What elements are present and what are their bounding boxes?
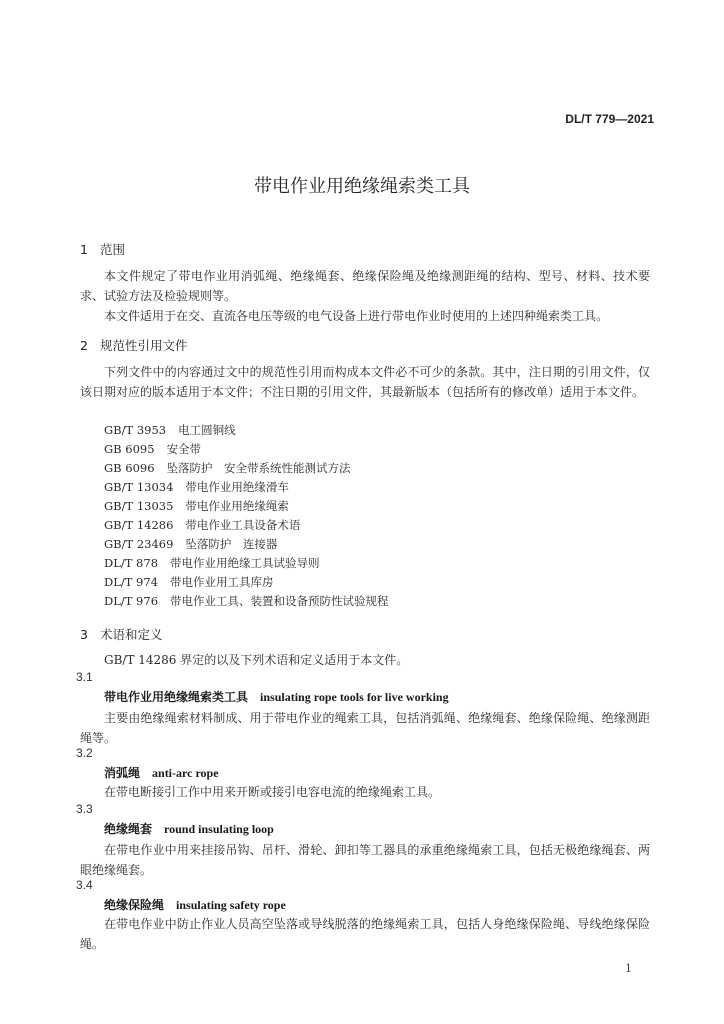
reference-item: [104, 593, 389, 609]
term-english: insulating safety rope: [176, 898, 286, 912]
clause-number: 3.1: [76, 670, 93, 684]
reference-code: GB/T 14286: [104, 518, 174, 532]
term-definition: 在带电作业中用来挂接吊钩、吊杆、滑轮、卸扣等工器具的承重绝缘绳索工具，包括无极绝缘绳套、两眼绝缘绳套。: [80, 843, 650, 877]
reference-title: 带电作业工具设备术语: [185, 518, 301, 532]
section-number: 2: [80, 338, 88, 353]
term-definition: 在带电断接引工作中用来开断或接引电容电流的绝缘绳索工具。: [104, 785, 441, 799]
reference-code: DL/T 976: [104, 594, 159, 608]
reference-title: 坠落防护 连接器: [185, 537, 278, 551]
term-chinese: 带电作业用绝缘绳索类工具: [104, 690, 249, 704]
reference-item: [104, 498, 289, 514]
reference-item: [104, 422, 236, 438]
reference-code: DL/T 974: [104, 575, 159, 589]
term-definition: 主要由绝缘绳索材料制成、用于带电作业的绳索工具，包括消弧绳、绝缘绳套、绝缘保险绳、绝缘测距绳等。: [80, 711, 650, 745]
term-definition: 在带电作业中防止作业人员高空坠落或导线脱落的绝缘绳索工具，包括人身绝缘保险绳、导线绝缘保险绳。: [80, 917, 650, 951]
clause-number: 3.2: [76, 746, 93, 760]
reference-item: [104, 460, 351, 476]
reference-title: 安全带: [166, 442, 202, 456]
page-number: 1: [625, 962, 632, 975]
reference-title: 坠落防护 安全带系统性能测试方法: [166, 461, 351, 475]
section-number: 3: [80, 627, 88, 642]
section-heading-scope: [80, 240, 125, 258]
reference-title: 电工圆铜线: [178, 423, 236, 437]
term-entry: [104, 820, 274, 837]
term-entry: [104, 688, 449, 705]
reference-code: GB 6096: [104, 461, 155, 475]
standard-number: DL/T 779—2021: [565, 112, 654, 126]
section-heading-normative-references: [80, 336, 188, 354]
term-english: anti-arc rope: [152, 766, 219, 780]
clause-number: 3.4: [76, 878, 93, 892]
reference-code: GB/T 23469: [104, 537, 174, 551]
reference-title: 带电作业用绝缘绳索: [185, 499, 289, 513]
paragraph: 本文件规定了带电作业用消弧绳、绝缘绳套、绝缘保险绳及绝缘测距绳的结构、型号、材料、技术要求、试验方法及检验规则等。: [80, 269, 650, 303]
reference-title: 带电作业工具、装置和设备预防性试验规程: [170, 594, 389, 608]
term-english: round insulating loop: [164, 822, 274, 836]
term-entry: [104, 764, 219, 781]
reference-title: 带电作业用绝缘工具试验导则: [170, 556, 320, 570]
paragraph: 下列文件中的内容通过文中的规范性引用而构成本文件必不可少的条款。其中，注日期的引用文件，仅该日期对应的版本适用于本文件；不注日期的引用文件，其最新版本（包括所有的修改单）适用于本文件。: [80, 365, 650, 399]
clause-number: 3.3: [76, 802, 93, 816]
reference-code: GB/T 13035: [104, 499, 174, 513]
reference-code: GB 6095: [104, 442, 155, 456]
reference-item: [104, 479, 289, 495]
section-heading-terms: [80, 625, 163, 643]
section-number: 1: [80, 242, 88, 257]
document-title: 带电作业用绝缘绳索类工具: [254, 176, 470, 197]
paragraph: GB/T 14286 界定的以及下列术语和定义适用于本文件。: [104, 653, 409, 667]
reference-item: [104, 536, 277, 552]
term-chinese: 绝缘保险绳: [104, 898, 165, 912]
section-title: 术语和定义: [100, 627, 163, 642]
reference-code: GB/T 3953: [104, 423, 167, 437]
term-chinese: 消弧绳: [104, 766, 141, 780]
reference-item: [104, 555, 320, 571]
reference-code: GB/T 13034: [104, 480, 174, 494]
reference-item: [104, 574, 274, 590]
term-entry: [104, 896, 286, 913]
reference-title: 带电作业用工具库房: [170, 575, 274, 589]
section-title: 规范性引用文件: [100, 338, 188, 353]
term-english: insulating rope tools for live working: [260, 690, 449, 704]
section-title: 范围: [100, 242, 126, 257]
reference-item: [104, 441, 201, 457]
reference-code: DL/T 878: [104, 556, 159, 570]
paragraph: 本文件适用于在交、直流各电压等级的电气设备上进行带电作业时使用的上述四种绳索类工具。: [104, 309, 609, 323]
reference-item: [104, 517, 300, 533]
term-chinese: 绝缘绳套: [104, 822, 153, 836]
reference-title: 带电作业用绝缘滑车: [185, 480, 289, 494]
